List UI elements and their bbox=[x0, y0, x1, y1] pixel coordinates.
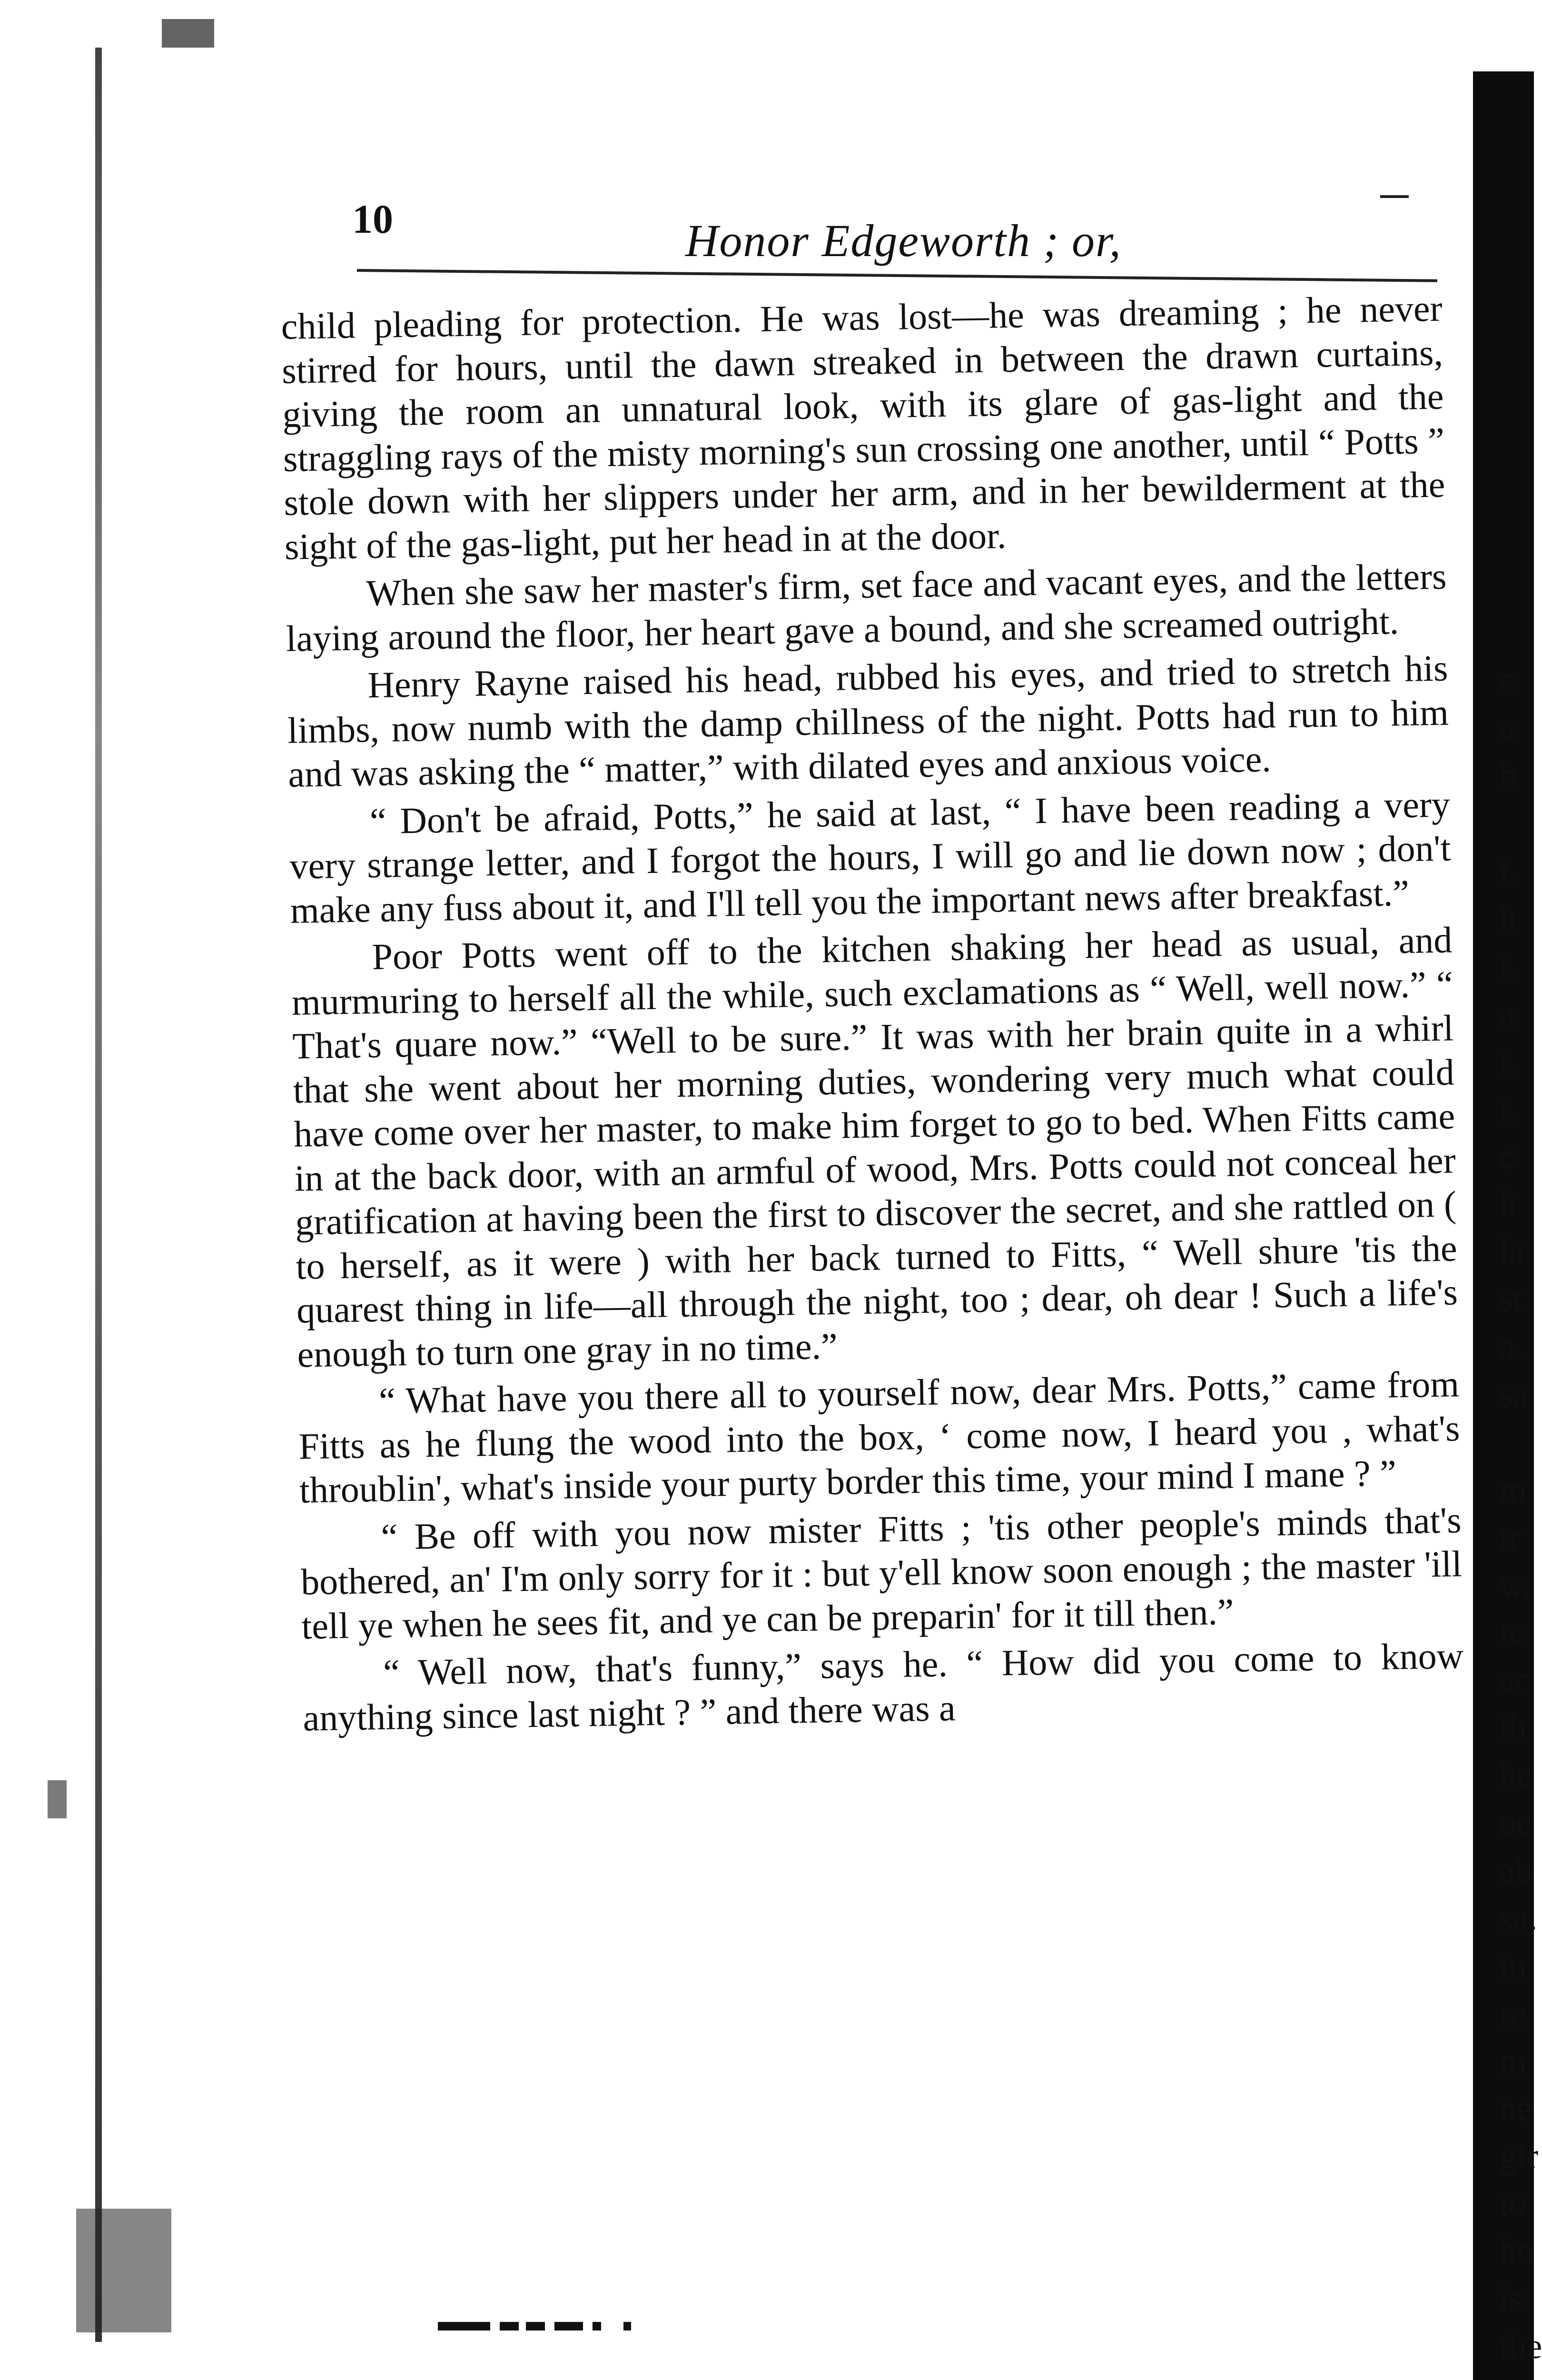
adjacent-page-fragment: h bbox=[1499, 899, 1517, 938]
page-number: 10 bbox=[352, 196, 393, 242]
paragraph: Poor Potts went off to the kitchen shaking her head as usual, and murmuring to herself all the while, such exclamations as “ Well, well now.” “ That's quare now.” “Well to be sure.” It was with her brain quite in a whirl that she went about her morning duties, wondering very much what could have come over her master, to make him forget to go to bed. When Fitts came in at the back door, with an armful of wood, Mrs. Potts could not conceal her gratification at having been the first to discover the secret, and she rattled on ( to herself, as it were ) with her back turned to Fitts, “ Well shure 'tis the quarest thing in life—all through the night, too ; dear, oh dear ! Such a life's enough to turn one gray in no time.” bbox=[291, 919, 1458, 1375]
adjacent-page-fragment: re bbox=[1499, 1994, 1527, 2033]
adjacent-page-fragment: hc bbox=[1499, 1756, 1532, 1795]
adjacent-page-fragment: ab bbox=[1499, 1851, 1532, 1890]
paragraph: Henry Rayne raised his head, rubbed his eyes, and tried to stretch his limbs, now numb with the damp chillness of the night. Potts had run to him and was asking the “ matter,” with dilated eyes and anxious voice. bbox=[287, 647, 1449, 795]
header-dash bbox=[1380, 195, 1409, 198]
adjacent-page-fragment: to bbox=[1499, 2184, 1527, 2223]
binding-edge-line bbox=[95, 48, 102, 2342]
adjacent-page-fragment: ho bbox=[1499, 2232, 1534, 2271]
adjacent-page-fragment: a bbox=[1499, 709, 1515, 748]
adjacent-page-fragment: tr bbox=[1499, 1518, 1521, 1557]
adjacent-page-fragment: st bbox=[1499, 1280, 1523, 1319]
scan-mark bbox=[438, 2322, 490, 2330]
paragraph: “ Be off with you now mister Fitts ; 'tis other people's minds that's bothered, an' I'm only sorry for it : but y'ell know soon enough ; the master 'ill tell ye when he sees fit, and ye can be preparin' for it till then.” bbox=[300, 1498, 1463, 1647]
scan-blotch bbox=[162, 19, 214, 48]
paragraph: “ Well now, that's funny,” says he. “ How did you come to know anything since last night ? ” and there was a bbox=[302, 1635, 1464, 1739]
adjacent-page-fragment: t. bbox=[1499, 1090, 1518, 1129]
adjacent-page-fragment: a bbox=[1499, 994, 1515, 1033]
paragraph: child pleading for protection. He was lost—he was dreaming ; he never stirred for hours, until the dawn streaked in between the drawn curtains, giving the room an unnatural look, with its glare of gas-light and the straggling rays of the misty morning's sun crossing one another, until “ Potts ” stole down with her slippers under her arm, and in her bewilderment at the sight of the gas-light, put her head in at the door. bbox=[281, 287, 1445, 567]
adjacent-page-fragment: ne bbox=[1499, 2089, 1532, 2128]
scan-mark bbox=[526, 2322, 545, 2330]
adjacent-page-fragment: is bbox=[1499, 2280, 1523, 2319]
adjacent-page-fragment: h bbox=[1499, 1185, 1517, 1224]
adjacent-page-fragment: sa. bbox=[1499, 1899, 1538, 1938]
adjacent-page-fragment: gir bbox=[1499, 2137, 1539, 2176]
paragraph: “ What have you there all to yourself now, dear Mrs. Potts,” came from Fitts as he flung the wood into the box, ‘ come now, I heard you , what's throublin', what's inside your purty border this time, your mind I mane ? ” bbox=[298, 1363, 1461, 1511]
scan-mark bbox=[623, 2322, 631, 2330]
left-margin-scan-artifacts bbox=[19, 19, 200, 2375]
adjacent-page-fragment: m bbox=[1499, 1470, 1527, 1509]
adjacent-page-fragment: c bbox=[1499, 661, 1515, 700]
adjacent-page-fragment: the bbox=[1499, 2327, 1542, 2366]
scan-mark bbox=[554, 2322, 583, 2330]
adjacent-page-fragment bbox=[1499, 800, 1534, 847]
adjacent-page-fragment: in bbox=[1499, 1946, 1527, 1985]
paragraph: “ Don't be afraid, Potts,” he said at last, “ I have been reading a very very strange letter, and I forgot the hours, I will go and lie down now ; don't make any fuss about it, and I'll tell you the important news after breakfast.” bbox=[289, 783, 1451, 931]
adjacent-page-fragment: t. bbox=[1499, 1042, 1518, 1081]
adjacent-page-fragment: m bbox=[1499, 2042, 1527, 2081]
adjacent-page-fragment: sa bbox=[1499, 1375, 1529, 1414]
adjacent-page-fragment: i. bbox=[1499, 852, 1518, 891]
scan-blotch bbox=[76, 2209, 171, 2332]
adjacent-page-fragment: oc bbox=[1499, 1804, 1532, 1843]
adjacent-page-fragment: la bbox=[1499, 1232, 1525, 1271]
adjacent-page-fragment: th bbox=[1499, 1708, 1527, 1747]
body-text bbox=[281, 287, 1464, 1740]
scan-mark bbox=[500, 2322, 519, 2330]
adjacent-page-fragment: t. bbox=[1499, 947, 1518, 986]
scan-mark bbox=[593, 2322, 601, 2330]
scan-blotch bbox=[48, 1780, 67, 1818]
adjacent-page-fragment: tc bbox=[1499, 1613, 1525, 1652]
paragraph: When she saw her master's firm, set face and vacant eyes, and the letters laying around the floor, her heart gave a bound, and she screamed outright. bbox=[286, 555, 1447, 659]
adjacent-page-fragments bbox=[1499, 657, 1542, 2370]
adjacent-page-fragment: a. bbox=[1499, 1328, 1524, 1367]
bottom-scan-marks bbox=[438, 2318, 638, 2337]
adjacent-page-fragment: ac bbox=[1499, 1661, 1531, 1700]
running-title: Honor Edgeworth ; or, bbox=[685, 215, 1122, 266]
adjacent-page-fragment bbox=[1499, 1418, 1534, 1466]
adjacent-page-fragment: w. bbox=[1499, 1566, 1532, 1605]
adjacent-page-fragment: c bbox=[1499, 1137, 1515, 1176]
adjacent-page-fragment: b bbox=[1499, 756, 1517, 795]
